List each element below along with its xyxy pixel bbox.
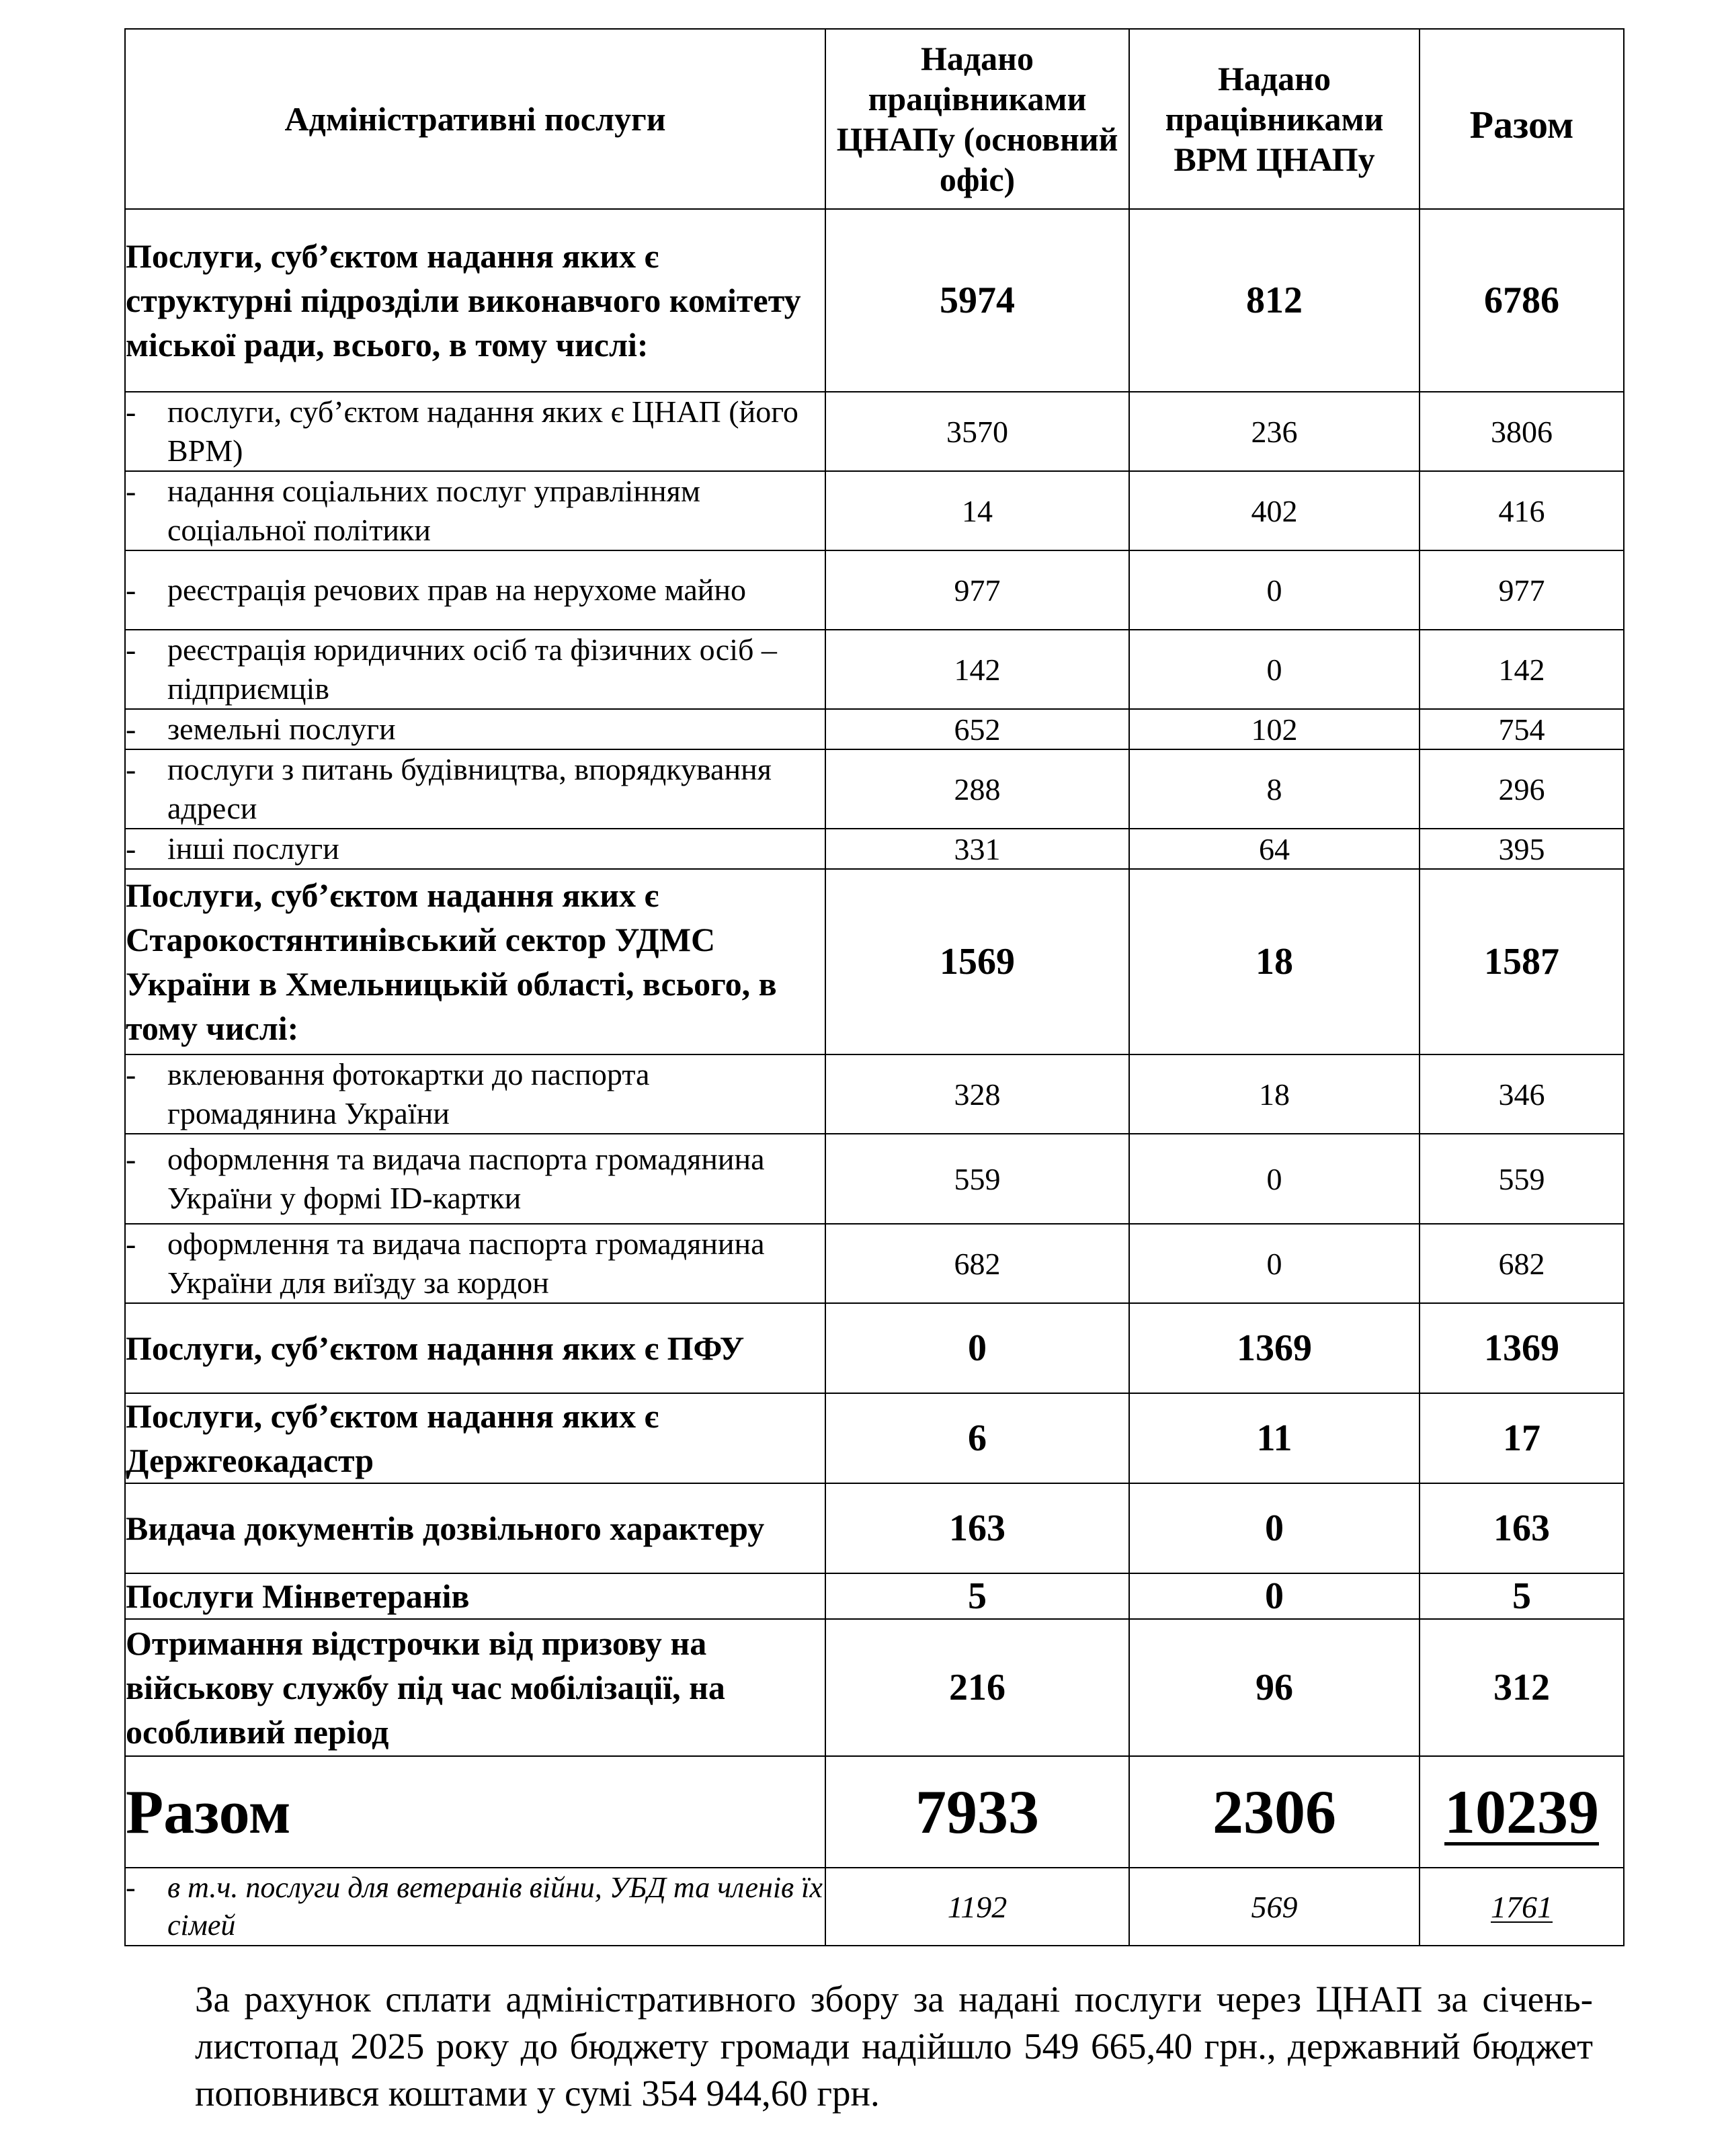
- value-vrm: 0: [1129, 550, 1420, 630]
- value-total: 6786: [1420, 209, 1624, 392]
- total-label: Разом: [125, 1756, 825, 1868]
- table-row: [125, 709, 1624, 749]
- value-total: 142: [1420, 630, 1624, 709]
- value-vrm: 102: [1129, 709, 1420, 749]
- value-vrm: 402: [1129, 471, 1420, 550]
- value-total: 346: [1420, 1054, 1624, 1134]
- section-row: [125, 1619, 1624, 1756]
- section-row: [125, 1303, 1624, 1393]
- section-row: [125, 1393, 1624, 1483]
- list-dash: -: [126, 1871, 136, 1904]
- value-vrm: 1369: [1129, 1303, 1420, 1393]
- service-label-cell: [125, 392, 825, 471]
- value-main: 5: [825, 1573, 1129, 1619]
- total-row: [125, 1756, 1624, 1868]
- value-main: 3570: [825, 392, 1129, 471]
- header-services: Адміністративні послуги: [125, 29, 825, 209]
- value-main: 559: [825, 1134, 1129, 1224]
- value-total: 395: [1420, 829, 1624, 869]
- service-label: реєстрація речових прав на нерухоме майно: [167, 573, 747, 607]
- value-main: 328: [825, 1054, 1129, 1134]
- service-label-cell: [125, 749, 825, 829]
- list-dash: -: [126, 573, 136, 607]
- service-label-cell: Послуги, суб’єктом надання яких є ПФУ: [125, 1303, 825, 1393]
- service-label: вклеювання фотокартки до паспорта громадянина України: [167, 1057, 650, 1130]
- veterans-label-cell: [125, 1868, 825, 1946]
- value-total: 17: [1420, 1393, 1624, 1483]
- total-sum-value: 10239: [1444, 1778, 1599, 1846]
- value-vrm: 0: [1129, 630, 1420, 709]
- value-total: 416: [1420, 471, 1624, 550]
- fee-note-paragraph: За рахунок сплати адміністративного збору за надані послуги через ЦНАП за січень-листопад 2025 року до бюджету громади надійшло 549 665,40 грн., державний бюджет поповнився коштами у сумі 354 944,60 грн.: [195, 1979, 1593, 2114]
- service-label-cell: [125, 709, 825, 749]
- value-total: 559: [1420, 1134, 1624, 1224]
- service-label-cell: [125, 630, 825, 709]
- section-row: [125, 209, 1624, 392]
- value-vrm: 18: [1129, 1054, 1420, 1134]
- service-label: реєстрація юридичних осіб та фізичних осіб – підприємців: [167, 632, 777, 706]
- service-label: надання соціальних послуг управлінням соціальної політики: [167, 474, 700, 547]
- service-label: послуги з питань будівництва, впорядкування адреси: [167, 752, 772, 825]
- table-header-row: [125, 29, 1624, 209]
- veterans-total: [1420, 1868, 1624, 1946]
- value-total: 5: [1420, 1573, 1624, 1619]
- value-vrm: 0: [1129, 1573, 1420, 1619]
- value-main: 142: [825, 630, 1129, 709]
- value-main: 14: [825, 471, 1129, 550]
- value-main: 6: [825, 1393, 1129, 1483]
- veterans-row: [125, 1868, 1624, 1946]
- table-row: [125, 550, 1624, 630]
- table-row: [125, 1134, 1624, 1224]
- value-vrm: 64: [1129, 829, 1420, 869]
- table-row: [125, 829, 1624, 869]
- list-dash: -: [126, 712, 136, 746]
- veterans-total-value: 1761: [1491, 1889, 1553, 1924]
- value-total: 1369: [1420, 1303, 1624, 1393]
- section-row: [125, 1573, 1624, 1619]
- value-main: 163: [825, 1483, 1129, 1573]
- list-dash: -: [126, 1057, 136, 1091]
- value-total: 754: [1420, 709, 1624, 749]
- table-body: [125, 209, 1624, 1756]
- veterans-label: в т.ч. послуги для ветеранів війни, УБД та членів їх сімей: [167, 1871, 823, 1942]
- veterans-vrm: 569: [1129, 1868, 1420, 1946]
- value-main: 5974: [825, 209, 1129, 392]
- value-vrm: 0: [1129, 1483, 1420, 1573]
- value-vrm: 18: [1129, 869, 1420, 1054]
- value-main: 1569: [825, 869, 1129, 1054]
- service-label: земельні послуги: [167, 712, 396, 746]
- list-dash: -: [126, 831, 136, 866]
- value-main: 331: [825, 829, 1129, 869]
- service-label-cell: [125, 1134, 825, 1224]
- service-label-cell: Послуги Мінветеранів: [125, 1573, 825, 1619]
- service-label: оформлення та видача паспорта громадянина України для виїзду за кордон: [167, 1227, 765, 1300]
- table-row: [125, 1054, 1624, 1134]
- value-main: 288: [825, 749, 1129, 829]
- value-vrm: 11: [1129, 1393, 1420, 1483]
- veterans-main: 1192: [825, 1868, 1129, 1946]
- value-vrm: 96: [1129, 1619, 1420, 1756]
- table-row: [125, 630, 1624, 709]
- value-vrm: 812: [1129, 209, 1420, 392]
- value-main: 216: [825, 1619, 1129, 1756]
- section-row: [125, 869, 1624, 1054]
- list-dash: -: [126, 752, 136, 786]
- service-label: інші послуги: [167, 831, 339, 866]
- value-main: 977: [825, 550, 1129, 630]
- list-dash: -: [126, 474, 136, 508]
- service-label-cell: Послуги, суб’єктом надання яких є Держгеокадастр: [125, 1393, 825, 1483]
- header-main-office: Надано працівниками ЦНАПу (основний офіс): [825, 29, 1129, 209]
- value-vrm: 0: [1129, 1224, 1420, 1303]
- service-label: оформлення та видача паспорта громадянина України у формі ID-картки: [167, 1142, 765, 1215]
- value-total: 1587: [1420, 869, 1624, 1054]
- service-label: послуги, суб’єктом надання яких є ЦНАП (його ВРМ): [167, 395, 798, 468]
- table-row: [125, 1224, 1624, 1303]
- service-label-cell: [125, 1224, 825, 1303]
- service-label-cell: Отримання відстрочки від призову на військову службу під час мобілізації, на особливий період: [125, 1619, 825, 1756]
- value-main: 652: [825, 709, 1129, 749]
- total-main: 7933: [825, 1756, 1129, 1868]
- services-table: [124, 28, 1625, 1946]
- header-total: Разом: [1420, 29, 1624, 209]
- table-row: [125, 471, 1624, 550]
- section-row: [125, 1483, 1624, 1573]
- total-vrm: 2306: [1129, 1756, 1420, 1868]
- value-vrm: 236: [1129, 392, 1420, 471]
- value-main: 0: [825, 1303, 1129, 1393]
- table-row: [125, 749, 1624, 829]
- service-label-cell: Послуги, суб’єктом надання яких є Старокостянтинівський сектор УДМС України в Хмельницькій області, всього, в тому числі:: [125, 869, 825, 1054]
- value-vrm: 8: [1129, 749, 1420, 829]
- total-sum: [1420, 1756, 1624, 1868]
- value-vrm: 0: [1129, 1134, 1420, 1224]
- service-label-cell: Послуги, суб’єктом надання яких є структурні підрозділи виконавчого комітету міської ради, всього, в тому числі:: [125, 209, 825, 392]
- value-total: 312: [1420, 1619, 1624, 1756]
- value-total: 3806: [1420, 392, 1624, 471]
- service-label-cell: [125, 471, 825, 550]
- value-total: 977: [1420, 550, 1624, 630]
- value-main: 682: [825, 1224, 1129, 1303]
- list-dash: -: [126, 632, 136, 667]
- list-dash: -: [126, 1227, 136, 1261]
- table-row: [125, 392, 1624, 471]
- list-dash: -: [126, 395, 136, 429]
- value-total: 682: [1420, 1224, 1624, 1303]
- header-vrm: Надано працівниками ВРМ ЦНАПу: [1129, 29, 1420, 209]
- service-label-cell: [125, 550, 825, 630]
- service-label-cell: Видача документів дозвільного характеру: [125, 1483, 825, 1573]
- value-total: 163: [1420, 1483, 1624, 1573]
- list-dash: -: [126, 1142, 136, 1176]
- service-label-cell: [125, 829, 825, 869]
- value-total: 296: [1420, 749, 1624, 829]
- service-label-cell: [125, 1054, 825, 1134]
